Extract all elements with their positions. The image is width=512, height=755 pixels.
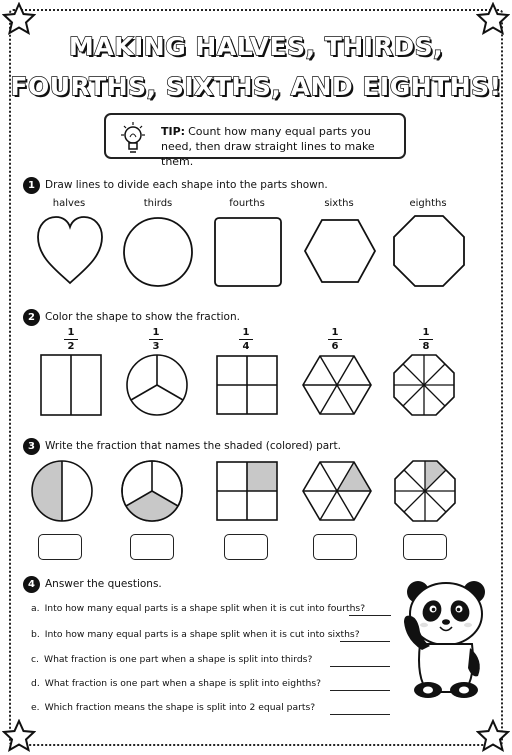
lightbulb-icon: [118, 121, 148, 155]
question-a: [31, 603, 365, 614]
answer-box[interactable]: [38, 534, 82, 560]
rectangle-halves[interactable]: [40, 354, 102, 416]
tip-body: Count how many equal parts you need, then draw straight lines to make them.: [161, 125, 375, 168]
question-b: [31, 629, 360, 640]
section1-number: 1: [23, 177, 40, 194]
worksheet-title-line1: MAKING HALVES, THIRDS,: [68, 32, 444, 61]
octagon-shape[interactable]: [393, 215, 465, 287]
star-icon: [2, 719, 36, 753]
fraction-numerator: 1: [331, 327, 339, 338]
tip-label: TIP:: [161, 125, 186, 138]
label-sixths: sixths: [324, 198, 354, 209]
fraction-denominator: 2: [67, 341, 75, 352]
star-icon: [476, 2, 510, 36]
label-thirds: thirds: [143, 198, 173, 209]
worksheet-title-line2: FOURTHS, SIXTHS, AND EIGHTHS!: [10, 72, 502, 101]
circle-thirds[interactable]: [126, 354, 188, 416]
fraction-label: [325, 327, 345, 352]
answer-blank[interactable]: [330, 690, 390, 691]
fraction-label: [146, 327, 166, 352]
answer-box[interactable]: [403, 534, 447, 560]
heart-shape[interactable]: [36, 215, 104, 287]
answer-blank[interactable]: [330, 666, 390, 667]
answer-blank[interactable]: [330, 714, 390, 715]
section1-instruction: Draw lines to divide each shape into the parts shown.: [45, 179, 328, 191]
fraction-denominator: 6: [331, 341, 339, 352]
fraction-label: [416, 327, 436, 352]
question-text: Into how many equal parts is a shape split when it is cut into fourths?: [44, 603, 366, 614]
question-text: What fraction is one part when a shape is split into eighths?: [44, 678, 321, 689]
fraction-numerator: 1: [422, 327, 430, 338]
fraction-denominator: 3: [152, 341, 160, 352]
answer-blank[interactable]: [340, 641, 390, 642]
section3-instruction: Write the fraction that names the shaded (colored) part.: [45, 440, 341, 452]
fraction-denominator: 8: [422, 341, 430, 352]
square-shape[interactable]: [214, 217, 282, 287]
label-eighths: eighths: [409, 198, 447, 209]
fraction-label: [61, 327, 81, 352]
shaded-square-fourth: [216, 461, 278, 521]
question-text: Which fraction means the shape is split into 2 equal parts?: [44, 702, 316, 713]
hexagon-sixths[interactable]: [302, 355, 372, 415]
octagon-eighths[interactable]: [393, 354, 455, 416]
question-letter: b.: [31, 629, 40, 640]
answer-blank[interactable]: [349, 615, 391, 616]
label-fourths: fourths: [229, 198, 265, 209]
fraction-numerator: 1: [67, 327, 75, 338]
square-fourths[interactable]: [216, 355, 278, 415]
section2-number: 2: [23, 309, 40, 326]
shaded-octagon-eighth: [394, 460, 456, 522]
panda-illustration: [398, 578, 494, 698]
answer-box[interactable]: [130, 534, 174, 560]
fraction-numerator: 1: [242, 327, 250, 338]
question-letter: c.: [31, 654, 39, 665]
hexagon-shape[interactable]: [304, 219, 376, 283]
section3-number: 3: [23, 438, 40, 455]
question-text: Into how many equal parts is a shape split when it is cut into sixths?: [44, 629, 360, 640]
question-letter: e.: [31, 702, 40, 713]
shaded-hexagon-sixth: [302, 461, 372, 521]
question-letter: a.: [31, 603, 40, 614]
section2-instruction: Color the shape to show the fraction.: [45, 311, 240, 323]
shaded-circle-half: [31, 460, 93, 522]
section4-instruction: Answer the questions.: [45, 578, 162, 590]
fraction-denominator: 4: [242, 341, 250, 352]
tip-box: [104, 113, 406, 168]
star-icon: [476, 719, 510, 753]
answer-box[interactable]: [313, 534, 357, 560]
fraction-numerator: 1: [152, 327, 160, 338]
fraction-label: [236, 327, 256, 352]
question-text: What fraction is one part when a shape is split into thirds?: [43, 654, 313, 665]
question-c: [31, 654, 312, 665]
label-halves: halves: [52, 198, 86, 209]
answer-box[interactable]: [224, 534, 268, 560]
question-letter: d.: [31, 678, 40, 689]
star-icon: [2, 2, 36, 36]
circle-shape[interactable]: [122, 216, 194, 288]
shaded-circle-third: [121, 460, 183, 522]
question-e: [31, 702, 315, 713]
section4-number: 4: [23, 576, 40, 593]
tip-text: [161, 124, 401, 169]
question-d: [31, 678, 321, 689]
